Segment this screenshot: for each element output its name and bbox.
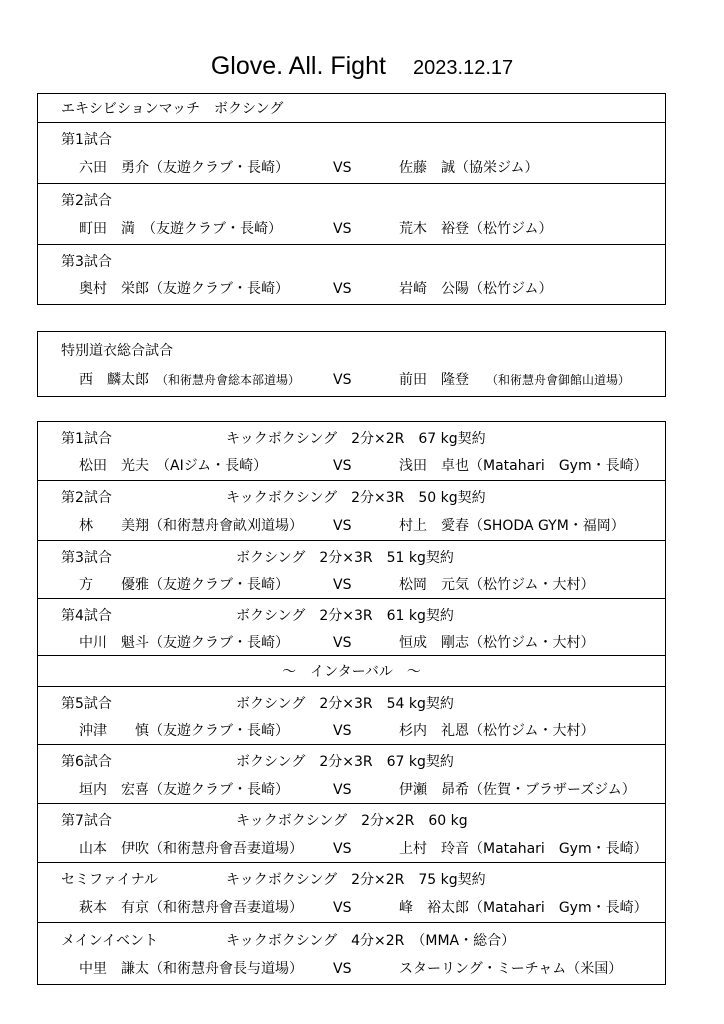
blue-corner: スターリング・ミーチャム（米国） xyxy=(399,961,623,977)
red-corner: 林 美翔（和術慧舟會畝刈道場） xyxy=(79,518,303,534)
exhibition-bout-1 xyxy=(38,122,665,184)
bout-label: 第6試合 xyxy=(61,754,112,770)
vs-label: VS xyxy=(333,458,352,474)
blue-corner: 上村 玲音（Matahari Gym・長崎） xyxy=(399,841,648,857)
blue-corner: 村上 愛春（SHODA GYM・福岡） xyxy=(399,518,625,534)
bout-label: 第3試合 xyxy=(61,254,112,270)
red-corner: 方 優雅（友遊クラブ・長崎） xyxy=(79,577,289,593)
vs-label: VS xyxy=(333,160,352,176)
red-corner: 中里 謙太（和術慧舟會長与道場） xyxy=(79,961,303,977)
exhibition-section xyxy=(37,93,666,305)
bout-rules: ボクシング 2分×3R 54 kg契約 xyxy=(236,696,454,712)
vs-label: VS xyxy=(333,900,352,916)
blue-corner: 荒木 裕登（松竹ジム） xyxy=(399,221,553,237)
bout-rules: キックボクシング 2分×2R 60 kg xyxy=(236,813,468,829)
exhibition-bout-2 xyxy=(38,183,665,245)
main-card-section xyxy=(37,421,666,985)
red-corner: 萩本 有京（和術慧舟會吾妻道場） xyxy=(79,900,303,916)
vs-label: VS xyxy=(333,723,352,739)
bout-rules: ボクシング 2分×3R 51 kg契約 xyxy=(236,550,454,566)
red-corner: 松田 光夫 （AIジム・長崎） xyxy=(79,458,268,474)
event-date: 2023.12.17 xyxy=(413,57,514,79)
red-corner: 沖津 慎（友遊クラブ・長崎） xyxy=(79,723,289,739)
bout-rules: キックボクシング 4分×2R （MMA・総合） xyxy=(226,933,516,949)
bout-rules: キックボクシング 2分×2R 67 kg契約 xyxy=(226,431,486,447)
vs-label: VS xyxy=(333,518,352,534)
bout-rules: ボクシング 2分×3R 61 kg契約 xyxy=(236,608,454,624)
blue-corner: 佐藤 誠（協栄ジム） xyxy=(399,160,539,176)
event-title-bar xyxy=(0,52,724,88)
main-bout-6 xyxy=(38,744,665,804)
red-corner: 町田 満 （友遊クラブ・長崎） xyxy=(79,221,282,237)
bout-rules: キックボクシング 2分×2R 75 kg契約 xyxy=(226,872,486,888)
vs-label: VS xyxy=(333,961,352,977)
red-corner: 中川 魁斗（友遊クラブ・長崎） xyxy=(79,635,289,651)
special-blue-team: （和術慧舟會御館山道場） xyxy=(486,373,631,387)
bout-rules: キックボクシング 2分×3R 50 kg契約 xyxy=(226,490,486,506)
special-red-name: 西 麟太郎 xyxy=(79,372,149,388)
vs-label: VS xyxy=(333,635,352,651)
special-heading: 特別道衣総合試合 xyxy=(61,343,173,359)
vs-label: VS xyxy=(333,782,352,798)
bout-label: メインイベント xyxy=(61,933,159,949)
main-event-bout xyxy=(38,922,665,985)
blue-corner: 峰 裕太郎（Matahari Gym・長崎） xyxy=(399,900,648,916)
red-corner: 山本 伊吹（和術慧舟會吾妻道場） xyxy=(79,841,303,857)
intermission-row xyxy=(38,655,665,687)
bout-label: セミファイナル xyxy=(61,872,159,888)
bout-rules: ボクシング 2分×3R 67 kg契約 xyxy=(236,754,454,770)
bout-label: 第2試合 xyxy=(61,193,112,209)
main-bout-2 xyxy=(38,480,665,541)
intermission-label: ～ インターバル ～ xyxy=(282,664,421,680)
vs-label: VS xyxy=(333,281,352,297)
exhibition-bout-3 xyxy=(38,244,665,305)
blue-corner: 杉内 礼恩（松竹ジム・大村） xyxy=(399,723,595,739)
blue-corner: 浅田 卓也（Matahari Gym・長崎） xyxy=(399,458,648,474)
blue-corner: 伊瀬 昴希（佐賀・ブラザーズジム） xyxy=(399,782,636,798)
blue-corner: 岩崎 公陽（松竹ジム） xyxy=(399,281,553,297)
vs-label: VS xyxy=(333,221,352,237)
special-blue-name: 前田 隆登 xyxy=(399,372,469,388)
blue-corner: 松岡 元気（松竹ジム・大村） xyxy=(399,577,595,593)
vs-label: VS xyxy=(333,577,352,593)
bout-label: 第1試合 xyxy=(61,431,112,447)
main-bout-4 xyxy=(38,598,665,656)
event-title: Glove. All. Fight xyxy=(210,52,386,80)
bout-label: 第3試合 xyxy=(61,550,112,566)
bout-label: 第7試合 xyxy=(61,813,112,829)
bout-label: 第2試合 xyxy=(61,490,112,506)
red-corner: 垣内 宏喜（友遊クラブ・長崎） xyxy=(79,782,289,798)
special-section xyxy=(37,331,666,397)
main-bout-7 xyxy=(38,803,665,863)
red-corner: 奥村 栄郎（友遊クラブ・長崎） xyxy=(79,281,289,297)
exhibition-heading: エキシビションマッチ ボクシング xyxy=(61,101,284,117)
special-red-team: （和術慧舟會総本部道場） xyxy=(156,373,301,387)
bout-label: 第1試合 xyxy=(61,132,112,148)
bout-label: 第5試合 xyxy=(61,696,112,712)
main-bout-3 xyxy=(38,540,665,599)
exhibition-heading-row xyxy=(38,94,665,122)
blue-corner: 恒成 剛志（松竹ジム・大村） xyxy=(399,635,595,651)
semifinal-bout xyxy=(38,862,665,923)
red-corner: 六田 勇介（友遊クラブ・長崎） xyxy=(79,160,289,176)
vs-label: VS xyxy=(333,372,352,388)
bout-label: 第4試合 xyxy=(61,608,112,624)
vs-label: VS xyxy=(333,841,352,857)
main-bout-5 xyxy=(38,686,665,745)
main-bout-1 xyxy=(38,422,665,480)
